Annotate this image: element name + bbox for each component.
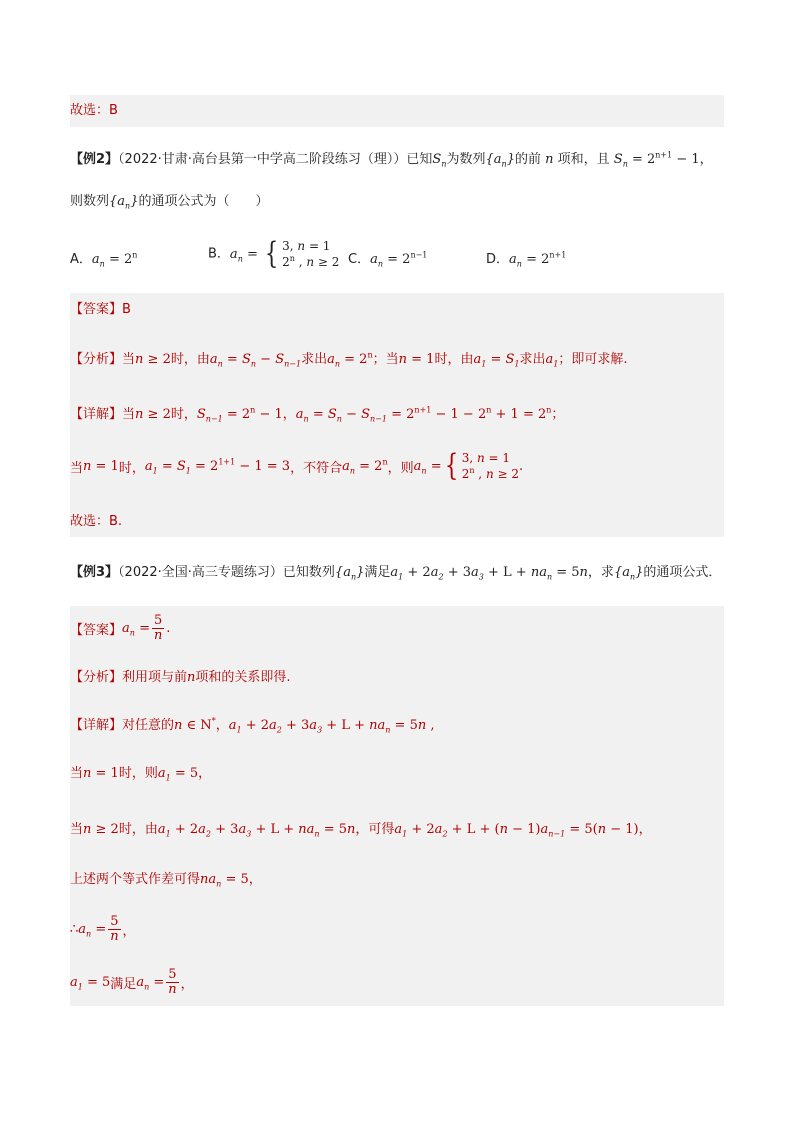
ex2-answer — [70, 300, 131, 320]
ex3-tag: 【例3】 — [70, 565, 119, 580]
option-label: D． — [486, 252, 510, 267]
answer-value: B — [122, 302, 131, 317]
text: ， — [215, 718, 229, 733]
text: 满足 — [364, 565, 391, 580]
option-label: A． — [70, 252, 92, 267]
ex3-stem — [70, 563, 721, 583]
answer-tag: 【答案】 — [70, 622, 123, 638]
ex3-answer: 【答案】 $a_n$ = $\frac{5}{n}$ . — [70, 613, 171, 643]
math: $a_n = 2^{n+1}$ — [509, 250, 567, 269]
cases: { 3, n = 1 2$^n$ , n ≥ 2 — [444, 448, 519, 484]
text: ，可得 — [355, 822, 395, 837]
math: $a_1 = S_1$ — [473, 352, 520, 369]
math: $a_1 = S_1 = 2^{1+1} - 1 = 3$ — [144, 457, 291, 476]
math: $a_1 + 2a_2 + 3a_3 + L + na_n = 5n$ — [390, 565, 588, 582]
detail-tag: 【详解】 — [70, 718, 123, 733]
fraction: $\frac{5}{n}$ — [110, 914, 119, 944]
text: ， — [248, 872, 262, 887]
text: ，不符合 — [290, 460, 343, 476]
text: 利用项与前 — [122, 670, 188, 685]
analysis-tag: 【分析】 — [70, 352, 123, 367]
text: ， — [198, 766, 212, 781]
text: 求出 — [519, 352, 546, 367]
math: $a_n = 2^n$ — [327, 350, 373, 369]
text: ；即可求解. — [558, 352, 628, 367]
math: $\{a_n\}$ — [485, 152, 515, 169]
text: 当 — [122, 352, 136, 367]
math: $a_1 = 5$ — [157, 766, 199, 783]
ex2-analysis — [70, 350, 628, 370]
math: $a_1$ — [545, 352, 559, 369]
text: 当 — [70, 460, 84, 476]
text: ， — [638, 822, 652, 837]
ex2-source: （2022·甘肃·高台县第一中学高二阶段练习（理）） — [118, 152, 407, 167]
ex3-step5 — [70, 968, 194, 996]
text: ， — [699, 152, 713, 167]
text: 当 — [122, 407, 136, 422]
math: n = 1 — [83, 766, 119, 781]
text: 时，由 — [170, 352, 210, 367]
math: n ≥ 2 — [135, 352, 171, 367]
text: ； — [551, 407, 565, 422]
text: 时，由 — [118, 822, 158, 837]
option-a — [70, 248, 137, 267]
math: $a_n = S_n - S_{n-1} = 2^{n+1} - 1 - 2^n + 1 = 2^n$ — [295, 405, 552, 424]
math: n — [187, 670, 196, 685]
fraction: $\frac{5}{n}$ — [153, 613, 163, 643]
text: 对任意的 — [122, 718, 175, 733]
ex2-detail — [70, 405, 564, 425]
text: 当 — [70, 766, 84, 781]
math: $a_n$ = — [413, 458, 442, 476]
text: 项和，且 — [557, 152, 610, 167]
shaded-block — [70, 606, 724, 1006]
ex2-detail-line2 — [70, 450, 523, 482]
math: n = 1 — [83, 458, 119, 474]
shaded-block — [70, 95, 724, 127]
math: $a_n = 2^n$ — [342, 457, 388, 476]
text: 当 — [70, 822, 84, 837]
text: ∴ — [70, 921, 79, 937]
math: $S_{n-1} = 2^n - 1$ — [196, 405, 283, 424]
text: 时，则 — [118, 766, 158, 781]
option-d — [486, 248, 566, 267]
math: $a_1 = 5$ — [70, 974, 111, 992]
text: 已知数列 — [282, 565, 335, 580]
math: $\{a_n\}$ — [109, 194, 139, 211]
text: 项和的关系即得. — [195, 670, 291, 685]
text: ， — [282, 407, 296, 422]
text: 时，由 — [434, 352, 474, 367]
math: $\{a_n\}$ — [613, 565, 644, 582]
math: n = 1 — [398, 352, 435, 367]
text: 时， — [118, 460, 145, 476]
math: $a_1 + 2a_2 + 3a_3 + L + na_n = 5n$ — [157, 822, 356, 839]
math: n ≥ 2 — [135, 407, 171, 422]
math: $a_1 + 2a_2 + 3a_3 + L + na_n = 5n$ , — [228, 718, 435, 735]
ex2-choose: 故选：B. — [70, 514, 123, 529]
text: 的通项公式． — [643, 565, 722, 580]
math: $a_n = 2^n$ — [91, 250, 138, 269]
math: $a_n = S_n - S_{n-1}$ — [209, 352, 302, 369]
text: 上述两个等式作差可得 — [70, 872, 201, 887]
math: $a_n$ = — [229, 246, 258, 264]
option-c — [348, 248, 427, 267]
ex3-step2 — [70, 820, 652, 840]
math: n — [540, 152, 558, 167]
text: 求出 — [301, 352, 328, 367]
option-b — [208, 238, 339, 270]
math: $a_n = 2^{n-1}$ — [370, 250, 428, 269]
text: ， — [122, 923, 136, 939]
math: $a_1 + 2a_2 + L + (n - 1)a_{n-1} = 5(n - 1)$ — [394, 822, 639, 839]
math: $a_n$ = — [136, 974, 165, 992]
text: ，则 — [387, 460, 414, 476]
text: 为数列 — [446, 152, 486, 167]
ex3-detail — [70, 716, 435, 736]
text: 已知 — [406, 152, 433, 167]
ex3-analysis — [70, 668, 291, 688]
text: 的前 — [514, 152, 541, 167]
text: 满足 — [110, 976, 137, 992]
math: $a_n$ = — [122, 620, 150, 638]
ex3-step3 — [70, 870, 262, 890]
text: ；当 — [372, 352, 399, 367]
ex2-stem-line1 — [70, 150, 713, 170]
ex2-stem-line2 — [70, 192, 269, 212]
math: n ∈ N* — [174, 716, 216, 733]
cases: { 3, n = 1 2$^n$ , n ≥ 2 — [264, 236, 340, 272]
detail-tag: 【详解】 — [70, 407, 123, 422]
math: $S_n = 2^{n+1} - 1$ — [609, 150, 700, 169]
text: ， — [180, 976, 194, 992]
math: $\{a_n\}$ — [334, 565, 365, 582]
option-label: B． — [208, 246, 230, 262]
answer-tag: 【答案】 — [70, 302, 123, 317]
math: $S_n$ — [432, 152, 447, 169]
ex2-tag: 【例2】 — [70, 152, 119, 167]
text: ，求 — [587, 565, 614, 580]
ex3-step1 — [70, 764, 211, 784]
math: n ≥ 2 — [83, 822, 119, 837]
text: 则数列 — [70, 194, 110, 209]
text: 时， — [170, 407, 197, 422]
fraction: $\frac{5}{n}$ — [168, 967, 177, 997]
ex3-step4 — [70, 915, 136, 943]
ex3-source: （2022·全国·高三专题练习） — [118, 565, 283, 580]
analysis-tag: 【分析】 — [70, 670, 123, 685]
option-label: C． — [348, 252, 371, 267]
ex1-choose: 故选：B — [70, 103, 118, 118]
text: 的通项公式为（ ） — [138, 194, 269, 209]
math: $a_n$ = — [78, 921, 107, 939]
text: . — [519, 458, 524, 474]
math: $na_n = 5$ — [200, 872, 249, 889]
